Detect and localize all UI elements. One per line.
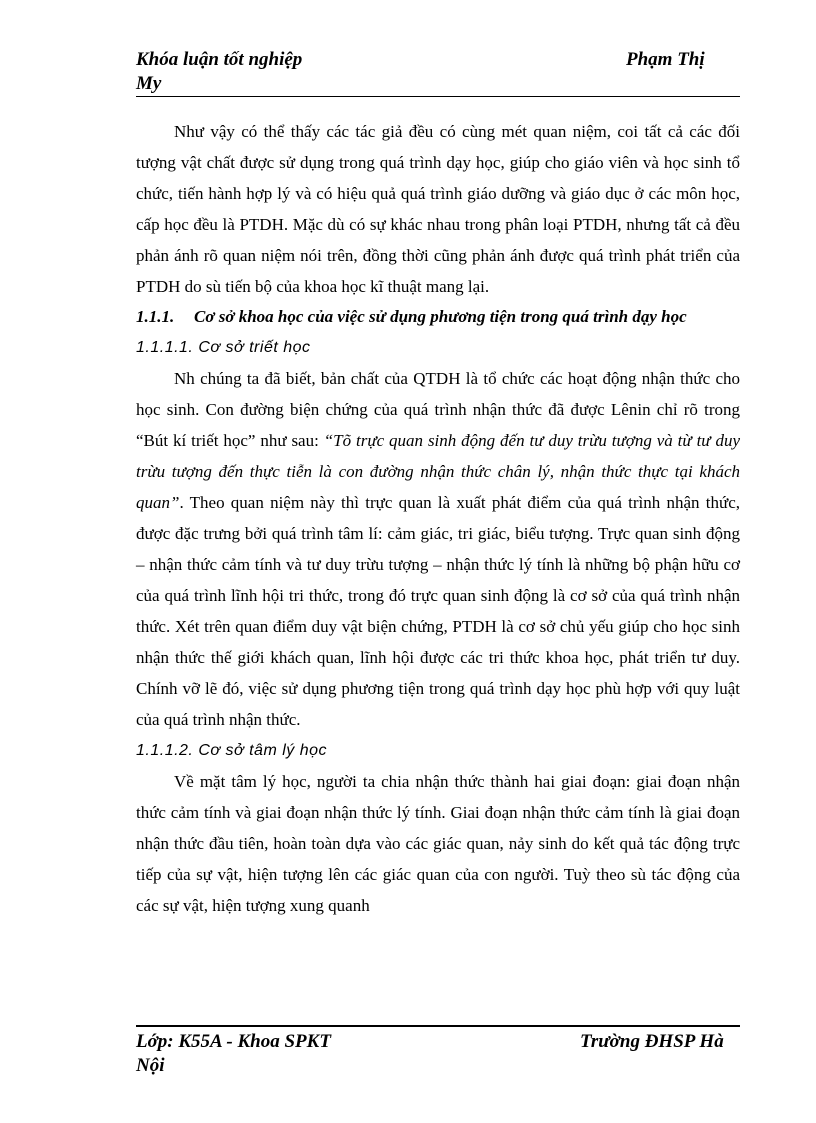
section-title: Cơ sở khoa học của việc sử dụng phương tiện trong quá trình dạy học [194, 307, 687, 326]
paragraph-2 [136, 363, 740, 735]
header-title: Khóa luận tốt nghiệp [136, 49, 303, 70]
page-footer [136, 1030, 740, 1078]
footer-class: Lớp: K55A - Khoa SPKT [136, 1031, 331, 1052]
subsection-heading-1: 1.1.1.1. Cơ sở triết học [136, 339, 311, 356]
footer-divider [136, 1025, 740, 1027]
footer-school: Trường ĐHSP Hà [580, 1031, 724, 1052]
header-author: Phạm Thị [626, 49, 705, 70]
subsection-heading-2: 1.1.1.2. Cơ sở tâm lý học [136, 742, 328, 759]
page-body [136, 116, 740, 921]
section-heading [136, 302, 740, 332]
paragraph-2-end: . Theo quan niệm này thì trực quan là xuất phát điểm của quá trình nhận thức, được đặc trưng bởi quá trình tâm lí: cảm giác, tri giác, biểu tượng. Trực quan sinh động – nhận thức cảm tính và tư duy trừu tượng – nhận thức lý tính là những bộ phận hữu cơ của quá trình lĩnh hội tri thức, trong đó trực quan sinh động là cơ sở của quá trình nhận thức. Xét trên quan điểm duy vật biện chứng, PTDH là cơ sở chủ yếu giúp cho học sinh nhận thức thế giới khách quan, lĩnh hội được các tri thức khoa học, phát triển tư duy. Chính vỡ lẽ đó, việc sử dụng phương tiện trong quá trình dạy học phù hợp với quy luật của quá trình nhận thức. [136, 493, 740, 729]
paragraph-1: Như vậy có thể thấy các tác giả đều có cùng mét quan niệm, coi tất cả các đối tượng vật chất được sử dụng trong quá trình dạy học, giúp cho giáo viên và học sinh tổ chức, tiến hành hợp lý và có hiệu quả quá trình giáo dưỡng và giáo dục ở các môn học, cấp học đều là PTDH. Mặc dù có sự khác nhau trong phân loại PTDH, nhưng tất cả đều phản ánh rõ quan niệm nói trên, đồng thời cũng phản ánh được quá trình phát triển của PTDH do sù tiến bộ của khoa học kĩ thuật mang lại. [136, 122, 740, 296]
paragraph-2-start: Nh chúng ta đã biết, bản chất của QTDH là tổ chức các hoạt động nhận thức cho học sinh. Con đường biện chứng của quá trình nhận thức đã được Lênin chỉ rõ trong “Bút kí triết học” như sau: [136, 369, 740, 450]
header-author-continued: My [136, 73, 162, 94]
header-divider [136, 96, 740, 97]
section-number: 1.1.1. [136, 307, 175, 326]
footer-school-continued: Nội [136, 1055, 165, 1076]
paragraph-3: Về mặt tâm lý học, người ta chia nhận thức thành hai giai đoạn: giai đoạn nhận thức cảm tính và giai đoạn nhận thức lý tính. Giai đoạn nhận thức cảm tính là giai đoạn nhận thức đầu tiên, hoàn toàn dựa vào các giác quan, nảy sinh do kết quả tác động trực tiếp của sự vật, hiện tượng lên các giác quan của con người. Tuỳ theo sù tác động của các sự vật, hiện tượng xung quanh [136, 772, 740, 915]
page-header [136, 48, 740, 96]
lenin-quote: “Tõ trực quan sinh động đến tư duy trừu tượng và từ tư duy trừu tượng đến thực tiễn là con đường nhận thức chân lý, nhận thức thực tại khách quan” [136, 431, 740, 512]
